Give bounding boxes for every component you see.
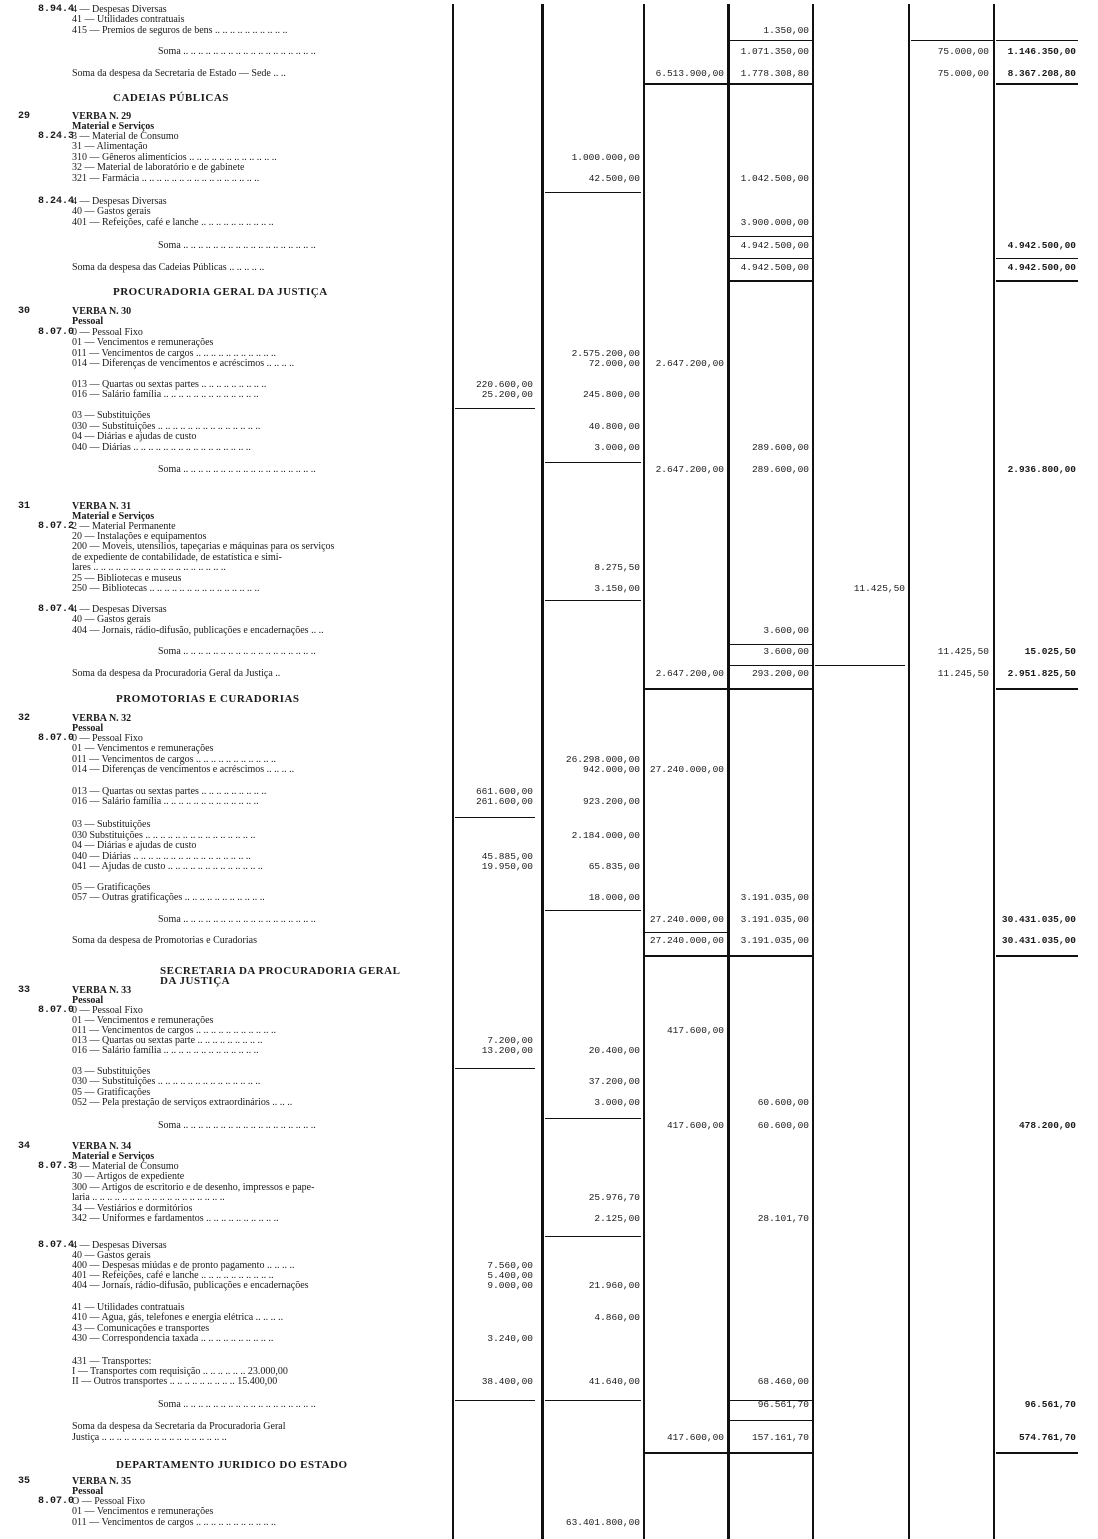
amount-column-2: 26.298.000,00 xyxy=(565,754,640,765)
amount-column-1: 3.240,00 xyxy=(487,1333,533,1344)
item-description: 321 — Farmácia .. .. .. .. .. .. .. .. .. .. .. .. .. .. .. .. xyxy=(72,173,260,184)
budget-row xyxy=(0,743,1098,754)
amount-column-4: 4.942.500,00 xyxy=(740,262,809,273)
budget-row xyxy=(0,1076,1098,1087)
amount-column-4: 1.071.350,00 xyxy=(740,46,809,57)
budget-row xyxy=(0,25,1098,36)
amount-column-4: 293.200,00 xyxy=(751,668,809,679)
rule xyxy=(455,817,535,818)
item-description: 400 — Despesas miúdas e de pronto pagamento .. .. .. .. xyxy=(72,1260,295,1271)
budget-row xyxy=(0,796,1098,807)
item-description: 30 — Artigos de expediente xyxy=(72,1171,185,1182)
section-heading-departamento: DEPARTAMENTO JURIDICO DO ESTADO xyxy=(116,1459,348,1471)
rule xyxy=(730,83,812,85)
rule xyxy=(815,665,905,666)
item-description: 310 — Gêneros alimentícios .. .. .. .. .. .. .. .. .. .. .. .. xyxy=(72,152,277,163)
amount-column-total: 30.431.035,00 xyxy=(1001,914,1076,925)
item-description: 05 — Gratificações xyxy=(72,882,151,893)
budget-row xyxy=(0,625,1098,636)
amount-column-2: 245.800,00 xyxy=(582,389,640,400)
budget-row xyxy=(0,442,1098,453)
item-description: 013 — Quartas ou sextas partes .. .. .. .. .. .. .. .. .. xyxy=(72,786,267,797)
item-description: Soma .. .. .. .. .. .. .. .. .. .. .. .. .. .. .. .. .. .. xyxy=(158,240,316,251)
verba-number: 34 xyxy=(18,1141,31,1152)
classification-code: 8.94.4 xyxy=(38,4,75,15)
amount-column-3: 417.600,00 xyxy=(666,1120,724,1131)
item-description: 057 — Outras gratificações .. .. .. .. .. .. .. .. .. .. .. xyxy=(72,892,265,903)
item-description: 40 — Gastos gerais xyxy=(72,614,151,625)
rule xyxy=(730,236,812,237)
item-description: 43 — Comunicações e transportes xyxy=(72,1323,210,1334)
amount-column-2: 2.125,00 xyxy=(594,1213,640,1224)
item-description: 011 — Vencimentos de cargos .. .. .. .. .. .. .. .. .. .. .. xyxy=(72,1025,276,1036)
rule xyxy=(455,408,535,409)
item-description: 014 — Diferenças de vencimentos e acréscimos .. .. .. .. xyxy=(72,358,295,369)
item-description: Material e Serviços xyxy=(72,511,155,522)
amount-column-2: 2.575.200,00 xyxy=(571,348,640,359)
rule xyxy=(730,1452,812,1454)
budget-row xyxy=(0,562,1098,573)
verba-number: 29 xyxy=(18,111,31,122)
rule xyxy=(996,258,1078,259)
budget-row xyxy=(0,1097,1098,1108)
amount-column-1: 19.950,00 xyxy=(481,861,533,872)
item-description: Pessoal xyxy=(72,1486,104,1497)
item-description: 32 — Material de laboratório e de gabinete xyxy=(72,162,245,173)
item-description: 342 — Uniformes e fardamentos .. .. .. .. .. .. .. .. .. .. xyxy=(72,1213,279,1224)
amount-column-total: 96.561,70 xyxy=(1024,1399,1076,1410)
item-description: Soma .. .. .. .. .. .. .. .. .. .. .. .. .. .. .. .. .. .. xyxy=(158,646,316,657)
item-description: 41 — Utilidades contratuais xyxy=(72,1302,185,1313)
item-description: 013 — Quartas ou sextas partes .. .. .. .. .. .. .. .. .. xyxy=(72,379,267,390)
item-description: 4 — Despesas Diversas xyxy=(72,1240,167,1251)
amount-column-3: 417.600,00 xyxy=(666,1025,724,1036)
budget-row xyxy=(0,410,1098,421)
item-description: 040 — Diárias .. .. .. .. .. .. .. .. .. .. .. .. .. .. .. .. xyxy=(72,442,251,453)
amount-column-total: 30.431.035,00 xyxy=(1001,935,1076,946)
item-description: 404 — Jornais, rádio-difusão, publicações e encadernações .. .. xyxy=(72,625,324,636)
item-description: Material e Serviços xyxy=(72,121,155,132)
amount-column-5: 11.425,50 xyxy=(853,583,905,594)
amount-column-2: 3.000,00 xyxy=(594,1097,640,1108)
rule xyxy=(730,280,812,282)
item-description: VERBA N. 29 xyxy=(72,111,132,122)
budget-row xyxy=(0,1280,1098,1291)
amount-column-1: 38.400,00 xyxy=(481,1376,533,1387)
rule xyxy=(545,910,641,911)
rule xyxy=(996,83,1078,85)
amount-column-6: 75.000,00 xyxy=(937,46,989,57)
item-description: VERBA N. 32 xyxy=(72,713,132,724)
rule xyxy=(730,955,812,957)
budget-row xyxy=(0,935,1098,946)
verba-number: 32 xyxy=(18,713,31,724)
item-description: Soma .. .. .. .. .. .. .. .. .. .. .. .. .. .. .. .. .. .. xyxy=(158,914,316,925)
rule xyxy=(996,688,1078,690)
rule xyxy=(645,932,727,933)
item-description: Soma da despesa da Procuradoria Geral da Justiça .. xyxy=(72,668,281,679)
verba-number: 33 xyxy=(18,985,31,996)
item-description: Soma .. .. .. .. .. .. .. .. .. .. .. .. .. .. .. .. .. .. xyxy=(158,464,316,475)
item-description: 4 — Despesas Diversas xyxy=(72,196,167,207)
budget-row xyxy=(0,262,1098,273)
amount-column-2: 18.000,00 xyxy=(588,892,640,903)
amount-column-3: 2.647.200,00 xyxy=(655,464,724,475)
budget-row xyxy=(0,431,1098,442)
amount-column-3: 27.240.000,00 xyxy=(649,935,724,946)
amount-column-2: 4.860,00 xyxy=(594,1312,640,1323)
item-description: 300 — Artigos de escritorio e de desenho, impressos e pape- xyxy=(72,1182,315,1193)
amount-column-4: 157.161,70 xyxy=(751,1432,809,1443)
budget-row xyxy=(0,1333,1098,1344)
amount-column-4: 3.600,00 xyxy=(763,625,809,636)
item-description: 016 — Salário família .. .. .. .. .. .. .. .. .. .. .. .. .. xyxy=(72,796,259,807)
budget-row xyxy=(0,541,1098,552)
item-description: VERBA N. 34 xyxy=(72,1141,132,1152)
amount-column-3: 27.240.000,00 xyxy=(649,914,724,925)
amount-column-4: 3.191.035,00 xyxy=(740,914,809,925)
budget-row xyxy=(0,892,1098,903)
rule xyxy=(730,258,812,259)
budget-row xyxy=(0,217,1098,228)
classification-code: 8.07.0 xyxy=(38,327,75,338)
budget-row xyxy=(0,1506,1098,1517)
amount-column-4: 1.350,00 xyxy=(763,25,809,36)
item-description: 40 — Gastos gerais xyxy=(72,1250,151,1261)
amount-column-1: 7.200,00 xyxy=(487,1035,533,1046)
item-description: de expediente de contabilidade, de estatística e simi- xyxy=(72,552,282,563)
section-heading-cadeias: CADEIAS PÚBLICAS xyxy=(113,92,229,104)
budget-row xyxy=(0,1171,1098,1182)
budget-row xyxy=(0,861,1098,872)
item-description: Justiça .. .. .. .. .. .. .. .. .. .. .. .. .. .. .. .. .. xyxy=(72,1432,227,1443)
budget-row xyxy=(0,583,1098,594)
item-description: Soma .. .. .. .. .. .. .. .. .. .. .. .. .. .. .. .. .. .. xyxy=(158,1120,316,1131)
item-description: I — Transportes com requisição .. .. .. .. .. .. 23.000,00 xyxy=(72,1366,288,1377)
rule xyxy=(545,192,641,193)
budget-row xyxy=(0,1432,1098,1443)
amount-column-2: 1.000.000,00 xyxy=(571,152,640,163)
item-description: 052 — Pela prestação de serviços extraordinários .. .. .. xyxy=(72,1097,293,1108)
budget-row xyxy=(0,14,1098,25)
rule xyxy=(645,955,727,957)
item-description: 041 — Ajudas de custo .. .. .. .. .. .. .. .. .. .. .. .. .. xyxy=(72,861,263,872)
item-description: 011 — Vencimentos de cargos .. .. .. .. .. .. .. .. .. .. .. xyxy=(72,1517,276,1528)
amount-column-total: 2.936.800,00 xyxy=(1007,464,1076,475)
amount-column-1: 7.560,00 xyxy=(487,1260,533,1271)
rule xyxy=(730,665,812,666)
budget-row xyxy=(0,46,1098,57)
budget-row xyxy=(0,240,1098,251)
amount-column-total: 4.942.500,00 xyxy=(1007,240,1076,251)
budget-row xyxy=(0,337,1098,348)
item-description: Pessoal xyxy=(72,723,104,734)
budget-row xyxy=(0,1421,1098,1432)
budget-row xyxy=(0,141,1098,152)
classification-code: 8.07.0 xyxy=(38,1496,75,1507)
item-description: Soma .. .. .. .. .. .. .. .. .. .. .. .. .. .. .. .. .. .. xyxy=(158,1399,316,1410)
rule xyxy=(545,600,641,601)
budget-row xyxy=(0,162,1098,173)
budget-row xyxy=(0,914,1098,925)
amount-column-total: 4.942.500,00 xyxy=(1007,262,1076,273)
item-description: 0 — Pessoal Fixo xyxy=(72,1005,143,1016)
amount-column-3: 417.600,00 xyxy=(666,1432,724,1443)
rule xyxy=(545,1236,641,1237)
amount-column-4: 1.778.308,80 xyxy=(740,68,809,79)
rule xyxy=(545,1118,641,1119)
amount-column-1: 9.000,00 xyxy=(487,1280,533,1291)
item-description: Pessoal xyxy=(72,995,104,1006)
item-description: 04 — Diárias e ajudas de custo xyxy=(72,840,197,851)
item-description: 016 — Salário família .. .. .. .. .. .. .. .. .. .. .. .. .. xyxy=(72,1045,259,1056)
budget-row xyxy=(0,173,1098,184)
item-description: O — Pessoal Fixo xyxy=(72,1496,146,1507)
item-description: 011 — Vencimentos de cargos .. .. .. .. .. .. .. .. .. .. .. xyxy=(72,754,276,765)
item-description: 016 — Salário família .. .. .. .. .. .. .. .. .. .. .. .. .. xyxy=(72,389,259,400)
item-description: 01 — Vencimentos e remunerações xyxy=(72,337,214,348)
item-description: 03 — Substituições xyxy=(72,410,151,421)
budget-row xyxy=(0,389,1098,400)
rule xyxy=(645,688,727,690)
item-description: 3 — Material de Consumo xyxy=(72,1161,179,1172)
budget-row xyxy=(0,614,1098,625)
item-description: Material e Serviços xyxy=(72,1151,155,1162)
item-description: 04 — Diárias e ajudas de custo xyxy=(72,431,197,442)
budget-row xyxy=(0,464,1098,475)
amount-column-2: 8.275,50 xyxy=(594,562,640,573)
amount-column-2: 942.000,00 xyxy=(582,764,640,775)
item-description: 415 — Premios de seguros de bens .. .. .. .. .. .. .. .. .. .. xyxy=(72,25,288,36)
classification-code: 8.07.2 xyxy=(38,521,75,532)
budget-row xyxy=(0,68,1098,79)
item-description: 030 — Substituições .. .. .. .. .. .. .. .. .. .. .. .. .. .. xyxy=(72,1076,261,1087)
amount-column-2: 3.150,00 xyxy=(594,583,640,594)
classification-code: 8.24.3 xyxy=(38,131,75,142)
amount-column-6: 11.425,50 xyxy=(937,646,989,657)
amount-column-4: 28.101,70 xyxy=(757,1213,809,1224)
item-description: 34 — Vestiários e dormitórios xyxy=(72,1203,193,1214)
amount-column-3: 27.240.000,00 xyxy=(649,764,724,775)
item-description: 404 — Jornais, rádio-difusão, publicações e encadernações xyxy=(72,1280,309,1291)
item-description: Soma da despesa das Cadeias Públicas .. .. .. .. .. xyxy=(72,262,265,273)
item-description: Soma da despesa de Promotorias e Curadorias xyxy=(72,935,257,946)
amount-column-1: 45.885,00 xyxy=(481,851,533,862)
rule xyxy=(996,955,1078,957)
item-description: 41 — Utilidades contratuais xyxy=(72,14,185,25)
amount-column-2: 2.184.000,00 xyxy=(571,830,640,841)
budget-row xyxy=(0,1399,1098,1410)
amount-column-4: 68.460,00 xyxy=(757,1376,809,1387)
item-description: 040 — Diárias .. .. .. .. .. .. .. .. .. .. .. .. .. .. .. .. xyxy=(72,851,251,862)
budget-row xyxy=(0,316,1098,327)
budget-row xyxy=(0,1213,1098,1224)
verba-number: 30 xyxy=(18,306,31,317)
rule xyxy=(996,40,1078,41)
verba-number: 35 xyxy=(18,1476,31,1487)
item-description: 0 — Pessoal Fixo xyxy=(72,733,143,744)
rule xyxy=(911,40,993,41)
budget-row xyxy=(0,1120,1098,1131)
item-description: 05 — Gratificações xyxy=(72,1087,151,1098)
amount-column-4: 3.191.035,00 xyxy=(740,935,809,946)
section-heading-secretaria: SECRETARIA DA PROCURADORIA GERAL xyxy=(160,965,401,977)
item-description: 030 Substituições .. .. .. .. .. .. .. .. .. .. .. .. .. .. .. xyxy=(72,830,256,841)
amount-column-1: 5.400,00 xyxy=(487,1270,533,1281)
budget-row xyxy=(0,646,1098,657)
item-description: Pessoal xyxy=(72,316,104,327)
amount-column-2: 72.000,00 xyxy=(588,358,640,369)
item-description: 011 — Vencimentos de cargos .. .. .. .. .. .. .. .. .. .. .. xyxy=(72,348,276,359)
amount-column-total: 1.146.350,00 xyxy=(1007,46,1076,57)
item-description: 01 — Vencimentos e remunerações xyxy=(72,1015,214,1026)
rule xyxy=(645,1452,727,1454)
item-description: 410 — Agua, gás, telefones e energia elétrica .. .. .. .. xyxy=(72,1312,284,1323)
item-description: 401 — Refeições, café e lanche .. .. .. .. .. .. .. .. .. .. xyxy=(72,1270,274,1281)
item-description: Soma da despesa da Secretaria de Estado — Sede .. .. xyxy=(72,68,286,79)
item-description: 03 — Substituições xyxy=(72,819,151,830)
amount-column-2: 3.000,00 xyxy=(594,442,640,453)
amount-column-4: 289.600,00 xyxy=(751,464,809,475)
budget-row xyxy=(0,1312,1098,1323)
budget-row xyxy=(0,819,1098,830)
classification-code: 8.24.4 xyxy=(38,196,75,207)
budget-row xyxy=(0,1376,1098,1387)
classification-code: 8.07.4 xyxy=(38,604,75,615)
budget-row xyxy=(0,1045,1098,1056)
amount-column-2: 40.800,00 xyxy=(588,421,640,432)
section-heading-procuradoria: PROCURADORIA GERAL DA JUSTIÇA xyxy=(113,286,328,298)
amount-column-2: 42.500,00 xyxy=(588,173,640,184)
section-heading-secretaria-line2: DA JUSTIÇA xyxy=(160,975,231,987)
amount-column-1: 13.200,00 xyxy=(481,1045,533,1056)
amount-column-4: 96.561,70 xyxy=(757,1399,809,1410)
amount-column-2: 21.960,00 xyxy=(588,1280,640,1291)
item-description: lares .. .. .. .. .. .. .. .. .. .. .. .. .. .. .. .. .. .. xyxy=(72,562,226,573)
amount-column-4: 3.191.035,00 xyxy=(740,892,809,903)
amount-column-total: 2.951.825,50 xyxy=(1007,668,1076,679)
item-description: 030 — Substituições .. .. .. .. .. .. .. .. .. .. .. .. .. .. xyxy=(72,421,261,432)
amount-column-4: 60.600,00 xyxy=(757,1120,809,1131)
item-description: Soma .. .. .. .. .. .. .. .. .. .. .. .. .. .. .. .. .. .. xyxy=(158,46,316,57)
item-description: 03 — Substituições xyxy=(72,1066,151,1077)
amount-column-4: 1.042.500,00 xyxy=(740,173,809,184)
amount-column-2: 63.401.800,00 xyxy=(565,1517,640,1528)
verba-number: 31 xyxy=(18,501,31,512)
item-description: VERBA N. 31 xyxy=(72,501,132,512)
amount-column-total: 15.025,50 xyxy=(1024,646,1076,657)
amount-column-2: 25.976,70 xyxy=(588,1192,640,1203)
item-description: 31 — Alimentação xyxy=(72,141,148,152)
amount-column-total: 8.367.208,80 xyxy=(1007,68,1076,79)
amount-column-4: 3.900.000,00 xyxy=(740,217,809,228)
amount-column-4: 289.600,00 xyxy=(751,442,809,453)
item-description: 40 — Gastos gerais xyxy=(72,206,151,217)
budget-row xyxy=(0,206,1098,217)
rule xyxy=(730,40,812,41)
item-description: 4 — Despesas Diversas xyxy=(72,4,167,15)
item-description: 014 — Diferenças de vencimentos e acréscimos .. .. .. .. xyxy=(72,764,295,775)
item-description: II — Outros transportes .. .. .. .. .. .. .. .. .. 15.400,00 xyxy=(72,1376,278,1387)
item-description: 013 — Quartas ou sextas parte .. .. .. .. .. .. .. .. .. xyxy=(72,1035,263,1046)
amount-column-4: 60.600,00 xyxy=(757,1097,809,1108)
item-description: 20 — Instalações e equipamentos xyxy=(72,531,207,542)
amount-column-1: 661.600,00 xyxy=(475,786,533,797)
amount-column-1: 261.600,00 xyxy=(475,796,533,807)
item-description: 4 — Despesas Diversas xyxy=(72,604,167,615)
item-description: 3 — Material de Consumo xyxy=(72,131,179,142)
item-description: VERBA N. 35 xyxy=(72,1476,132,1487)
classification-code: 8.07.3 xyxy=(38,1161,75,1172)
item-description: 0 — Pessoal Fixo xyxy=(72,327,143,338)
rule xyxy=(730,688,812,690)
classification-code: 8.07.0 xyxy=(38,1005,75,1016)
amount-column-2: 65.835,00 xyxy=(588,861,640,872)
amount-column-total: 574.761,70 xyxy=(1018,1432,1076,1443)
amount-column-2: 20.400,00 xyxy=(588,1045,640,1056)
budget-row xyxy=(0,1192,1098,1203)
amount-column-1: 25.200,00 xyxy=(481,389,533,400)
amount-column-6: 75.000,00 xyxy=(937,68,989,79)
item-description: 431 — Transportes: xyxy=(72,1356,152,1367)
rule xyxy=(730,644,812,645)
rule xyxy=(996,280,1078,282)
amount-column-4: 3.600,00 xyxy=(763,646,809,657)
item-description: 250 — Bibliotecas .. .. .. .. .. .. .. .. .. .. .. .. .. .. .. xyxy=(72,583,260,594)
rule xyxy=(996,1452,1078,1454)
amount-column-total: 478.200,00 xyxy=(1018,1120,1076,1131)
item-description: 200 — Moveis, utensílios, tapeçarias e máquinas para os serviços xyxy=(72,541,335,552)
item-description: 401 — Refeições, café e lanche .. .. .. .. .. .. .. .. .. .. xyxy=(72,217,274,228)
amount-column-3: 2.647.200,00 xyxy=(655,358,724,369)
amount-column-3: 6.513.900,00 xyxy=(655,68,724,79)
item-description: 01 — Vencimentos e remunerações xyxy=(72,743,214,754)
item-description: 2 — Material Permanente xyxy=(72,521,176,532)
section-heading-promotorias: PROMOTORIAS E CURADORIAS xyxy=(116,693,300,705)
amount-column-2: 41.640,00 xyxy=(588,1376,640,1387)
amount-column-4: 4.942.500,00 xyxy=(740,240,809,251)
item-description: VERBA N. 30 xyxy=(72,306,132,317)
budget-row xyxy=(0,1517,1098,1528)
amount-column-2: 37.200,00 xyxy=(588,1076,640,1087)
item-description: Soma da despesa da Secretaria da Procuradoria Geral xyxy=(72,1421,286,1432)
rule xyxy=(545,462,641,463)
rule xyxy=(645,83,727,85)
item-description: 25 — Bibliotecas e museus xyxy=(72,573,182,584)
budget-row xyxy=(0,358,1098,369)
item-description: laria .. .. .. .. .. .. .. .. .. .. .. .. .. .. .. .. .. .. xyxy=(72,1192,225,1203)
item-description: VERBA N. 33 xyxy=(72,985,132,996)
amount-column-2: 923.200,00 xyxy=(582,796,640,807)
amount-column-6: 11.245,50 xyxy=(937,668,989,679)
classification-code: 8.07.0 xyxy=(38,733,75,744)
item-description: 01 — Vencimentos e remunerações xyxy=(72,1506,214,1517)
item-description: 430 — Correspondencia taxada .. .. .. .. .. .. .. .. .. .. xyxy=(72,1333,274,1344)
classification-code: 8.07.4 xyxy=(38,1240,75,1251)
budget-row xyxy=(0,668,1098,679)
budget-row xyxy=(0,764,1098,775)
amount-column-1: 220.600,00 xyxy=(475,379,533,390)
budget-row xyxy=(0,840,1098,851)
amount-column-3: 2.647.200,00 xyxy=(655,668,724,679)
